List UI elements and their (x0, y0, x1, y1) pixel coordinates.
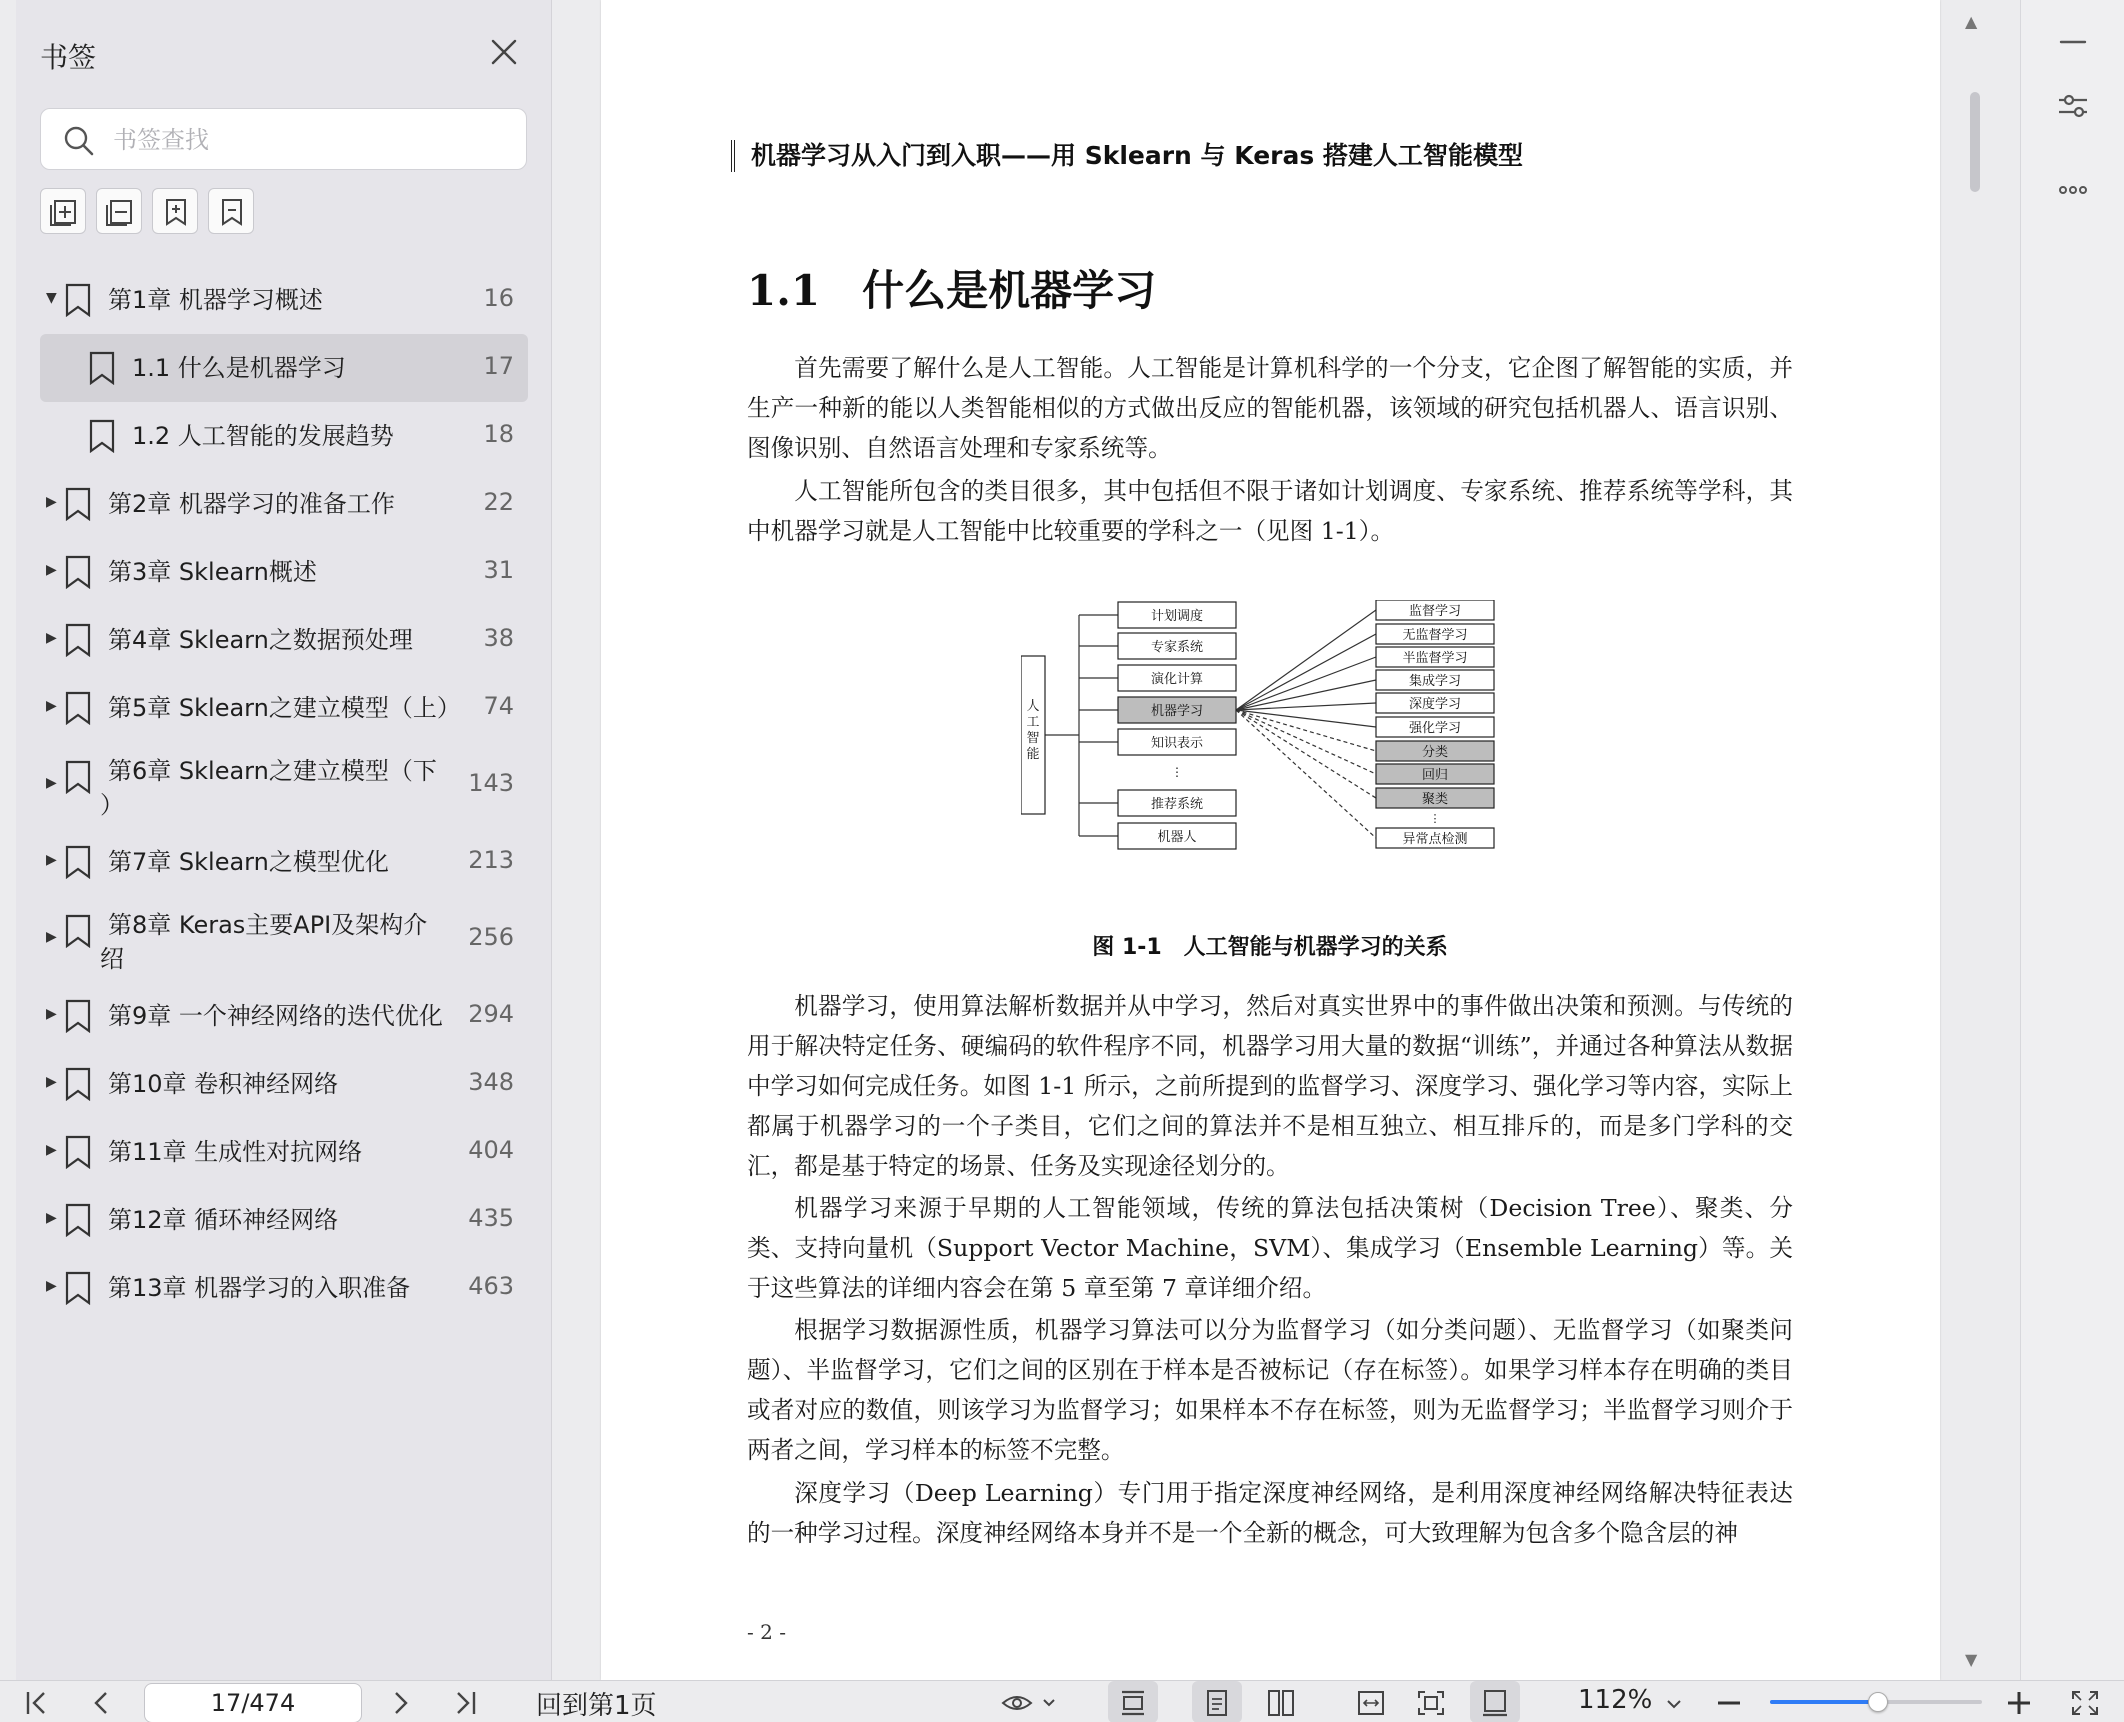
fit-width-icon (1356, 1689, 1386, 1717)
bottom-toolbar (0, 1680, 2124, 1722)
bookmark-label-line: ） (100, 791, 124, 819)
scroll-down-arrow-icon[interactable]: ▼ (1965, 1650, 1978, 1669)
single-page-button[interactable] (1192, 1681, 1242, 1722)
bookmark-label: 第12章 循环神经网络 (108, 1206, 339, 1234)
collapse-right-arrow-icon[interactable]: ▶ (46, 562, 57, 578)
section-title: 1.1 什么是机器学习 (747, 266, 1157, 315)
fit-width-button[interactable] (1346, 1681, 1396, 1722)
figure-ellipsis: ⋮ (1171, 765, 1183, 779)
zoom-slider[interactable] (1770, 1700, 1982, 1704)
figure-left-node-label: 演化计算 (1150, 672, 1204, 687)
figure-ellipsis: ⋮ (1429, 812, 1441, 825)
bookmark-page-number: 294 (468, 1000, 514, 1028)
bookmark-icon (64, 999, 92, 1033)
bookmark-label: 第3章 Sklearn概述 (108, 558, 317, 586)
collapse-right-arrow-icon[interactable]: ▶ (46, 698, 57, 714)
bookmark-label: 第7章 Sklearn之模型优化 (108, 848, 389, 876)
collapse-right-arrow-icon[interactable]: ▶ (46, 929, 57, 945)
zoom-slider-handle[interactable] (1868, 1692, 1888, 1712)
bookmark-label-line: 第8章 Keras主要API及架构介 (108, 911, 428, 939)
bookmark-label: 第13章 机器学习的入职准备 (108, 1274, 411, 1302)
figure-right-node-label: 回归 (1421, 768, 1449, 783)
actual-size-icon (1480, 1689, 1510, 1717)
bookmark-item[interactable] (40, 674, 528, 742)
last-page-button[interactable] (450, 1681, 486, 1722)
collapse-right-arrow-icon[interactable]: ▶ (46, 852, 57, 868)
close-icon[interactable] (486, 34, 522, 70)
bookmark-label: 1.2 人工智能的发展趋势 (132, 422, 394, 450)
scrollbar-thumb[interactable] (1970, 92, 1980, 192)
zoom-slider-fill (1770, 1700, 1878, 1704)
bookmark-page-number: 18 (483, 420, 514, 448)
figure-left-node-label: 知识表示 (1150, 736, 1204, 751)
fullscreen-button[interactable] (2070, 1681, 2106, 1722)
figure-right-node (1376, 624, 1494, 644)
bookmark-page-number: 38 (483, 624, 514, 652)
bookmark-page-number: 463 (468, 1272, 514, 1300)
bookmark-label: 第2章 机器学习的准备工作 (108, 490, 395, 518)
bookmark-icon (64, 1067, 92, 1101)
bookmark-page-number: 143 (468, 769, 514, 797)
figure-right-node (1376, 788, 1494, 808)
fullscreen-icon (2070, 1689, 2100, 1717)
bookmark-label: 1.1 什么是机器学习 (132, 354, 346, 382)
bookmark-sidebar (16, 0, 552, 1680)
bookmark-item[interactable] (40, 1050, 528, 1118)
plus-icon (2004, 1689, 2034, 1717)
bookmark-icon (64, 1135, 92, 1169)
figure-left-node (1118, 823, 1236, 849)
page-number-input[interactable] (144, 1683, 362, 1722)
bookmark-item[interactable] (40, 742, 528, 828)
bookmark-item[interactable] (40, 334, 528, 402)
figure-left-node-label: 推荐系统 (1150, 797, 1204, 812)
bookmark-item[interactable] (40, 606, 528, 674)
figure-right-node-label: 监督学习 (1408, 604, 1462, 619)
figure-left-node (1118, 790, 1236, 816)
bookmark-label (100, 908, 428, 976)
figure-caption: 图 1-1 人工智能与机器学习的关系 (1092, 935, 1448, 960)
next-page-button[interactable] (386, 1681, 422, 1722)
bookmark-item[interactable] (40, 982, 528, 1050)
bookmark-label: 第1章 机器学习概述 (108, 286, 323, 314)
more-dots-icon (2049, 166, 2097, 214)
bookmark-icon (64, 1271, 92, 1305)
bookmark-icon (64, 283, 92, 317)
chevron-right-icon (386, 1689, 416, 1717)
bookmark-icon (88, 419, 116, 453)
figure-right-node (1376, 717, 1494, 737)
paragraph: 机器学习，使用算法解析数据并从中学习，然后对真实世界中的事件做出决策和预测。与传统的用于解决特定任务、硬编码的软件程序不同，机器学习用大量的数据“训练”，并通过各种算法从数据中学习如何完成任务。如图 1-1 所示，之前所提到的监督学习、深度学习、强化学习等内容，实际上都属于机器学习的一个子类目，它们之间的算法并不是相互独立、相互排斥的，而是多门学科的交汇，都是基于特定的场景、任务及实现途径划分的。 (747, 992, 1793, 1180)
paragraph: 机器学习来源于早期的人工智能领域，传统的算法包括决策树（Decision Tree）、聚类、分类、支持向量机（Support Vector Machine，SVM）、集成学习（Ensemble Learning）等。关于这些算法的详细内容会在第 5 章至第 7 章详细介绍。 (747, 1194, 1793, 1302)
first-page-icon (22, 1689, 52, 1717)
sidebar-title: 书签 (40, 41, 97, 74)
bookmark-page-number: 435 (468, 1204, 514, 1232)
fit-page-icon (1416, 1689, 1446, 1717)
figure-right-node-label: 异常点检测 (1402, 832, 1468, 847)
remove-bookmark-button[interactable] (208, 188, 254, 234)
bookmark-label-line: 绍 (100, 945, 124, 973)
bookmark-page-number: 17 (483, 352, 514, 380)
collapse-right-arrow-icon[interactable]: ▶ (46, 1006, 57, 1022)
chevron-down-icon (1662, 1689, 1686, 1717)
bookmark-icon (64, 623, 92, 657)
bookmark-item[interactable] (40, 1186, 528, 1254)
figure-left-node (1118, 602, 1236, 628)
collapse-right-arrow-icon[interactable]: ▶ (46, 1142, 57, 1158)
two-page-icon (1266, 1689, 1296, 1717)
bookmark-icon (64, 845, 92, 879)
collapse-right-arrow-icon[interactable]: ▶ (46, 494, 57, 510)
bookmark-icon (64, 1203, 92, 1237)
paragraph: 人工智能所包含的类目很多，其中包括但不限于诸如计划调度、专家系统、推荐系统等学科，其中机器学习就是人工智能中比较重要的学科之一（见图 1-1）。 (747, 477, 1793, 545)
two-page-button[interactable] (1256, 1681, 1306, 1722)
bookmark-label (100, 754, 437, 822)
add-bookmark-button[interactable] (40, 188, 86, 234)
bookmark-label: 第5章 Sklearn之建立模型（上） (108, 694, 461, 722)
scroll-up-arrow-icon[interactable]: ▲ (1965, 12, 1978, 31)
bookmark-item[interactable] (40, 402, 528, 470)
minimize-panel-button[interactable] (2049, 18, 2097, 66)
chevron-left-icon (86, 1689, 116, 1717)
figure-left-node (1118, 697, 1236, 723)
actual-size-button[interactable] (1470, 1681, 1520, 1722)
bookmark-item[interactable] (40, 828, 528, 896)
figure-right-node (1376, 600, 1494, 620)
collapse-right-arrow-icon[interactable]: ▶ (46, 1278, 57, 1294)
document-viewport[interactable] (553, 0, 2020, 1680)
figure-left-node (1118, 633, 1236, 659)
zoom-in-button[interactable] (2004, 1681, 2040, 1722)
figure-right-node-label: 聚类 (1421, 792, 1449, 807)
figure-right-node-label: 分类 (1421, 745, 1449, 760)
ai-ml-relationship-figure (1021, 600, 1521, 870)
bookmark-label: 第4章 Sklearn之数据预处理 (108, 626, 413, 654)
figure-right-node (1376, 764, 1494, 784)
continuous-scroll-icon (1118, 1689, 1148, 1717)
figure-left-node (1118, 729, 1236, 755)
add-sub-bookmark-button[interactable] (96, 188, 142, 234)
go-to-first-page-link[interactable]: 回到第1页 (536, 1691, 657, 1721)
insert-bookmark-button[interactable] (152, 188, 198, 234)
view-mode-dropdown[interactable] (1000, 1681, 1062, 1722)
bookmark-outline-icon (217, 197, 247, 227)
previous-page-button[interactable] (86, 1681, 122, 1722)
figure-left-node-label: 专家系统 (1150, 640, 1204, 655)
eye-icon (1000, 1689, 1062, 1717)
figure-right-node (1376, 670, 1494, 690)
collapse-right-arrow-icon[interactable]: ▶ (46, 630, 57, 646)
bookmark-page-number: 16 (483, 284, 514, 312)
figure-right-node-label: 集成学习 (1408, 674, 1462, 689)
bookmark-search-box[interactable] (40, 108, 527, 170)
add-bookmark-icon (49, 197, 79, 227)
figure-root-label: 人工智能 (1026, 699, 1040, 762)
figure-right-node (1376, 647, 1494, 667)
figure-root-node (1021, 656, 1045, 814)
bookmark-icon (64, 914, 92, 948)
bookmark-label: 第11章 生成性对抗网络 (108, 1138, 363, 1166)
bookmark-item[interactable] (40, 896, 528, 982)
insert-bookmark-icon (161, 197, 191, 227)
zoom-level[interactable]: 112% (1578, 1685, 1653, 1715)
paragraph: 首先需要了解什么是人工智能。人工智能是计算机科学的一个分支，它企图了解智能的实质，并生产一种新的能以人类智能相似的方式做出反应的智能机器，该领域的研究包括机器人、语言识别、图像识别、自然语言处理和专家系统等。 (747, 354, 1793, 462)
bookmark-label-line: 第6章 Sklearn之建立模型（下 (108, 757, 437, 785)
bookmark-icon (64, 487, 92, 521)
figure-right-node (1376, 693, 1494, 713)
bookmark-item[interactable] (40, 538, 528, 606)
bookmark-page-number: 348 (468, 1068, 514, 1096)
bookmark-search-input[interactable] (113, 121, 513, 159)
figure-right-node-label: 强化学习 (1408, 721, 1462, 736)
bookmark-icon (64, 691, 92, 725)
bookmark-icon (64, 555, 92, 589)
bookmark-page-number: 213 (468, 846, 514, 874)
search-icon (63, 125, 95, 157)
collapse-right-arrow-icon[interactable]: ▶ (46, 1074, 57, 1090)
running-head: 机器学习从入门到入职——用 Sklearn 与 Keras 搭建人工智能模型 (731, 140, 1523, 172)
figure-left-node (1118, 665, 1236, 691)
zoom-out-button[interactable] (1714, 1681, 1750, 1722)
bookmark-item[interactable] (40, 266, 528, 334)
bookmark-item[interactable] (40, 470, 528, 538)
bookmark-page-number: 74 (483, 692, 514, 720)
paragraph: 深度学习（Deep Learning）专门用于指定深度神经网络，是利用深度神经网络解决特征表达的一种学习过程。深度神经网络本身并不是一个全新的概念，可大致理解为包含多个隐含层的神 (747, 1479, 1793, 1547)
document-scrollbar[interactable] (1953, 0, 1993, 1680)
figure-right-node-label: 无监督学习 (1402, 628, 1468, 643)
page-folio: - 2 - (747, 1620, 786, 1644)
figure-left-node-label: 机器学习 (1150, 704, 1204, 719)
collapse-right-arrow-icon[interactable]: ▶ (46, 775, 57, 791)
first-page-button[interactable] (22, 1681, 58, 1722)
minus-icon (1714, 1689, 1744, 1717)
zoom-dropdown[interactable] (1662, 1681, 1690, 1722)
adjust-settings-button[interactable] (2049, 82, 2097, 130)
bookmark-item[interactable] (40, 1254, 528, 1322)
more-options-button[interactable] (2049, 166, 2097, 214)
bookmark-label: 第10章 卷积神经网络 (108, 1070, 339, 1098)
figure-right-node (1376, 828, 1494, 848)
bookmark-page-number: 22 (483, 488, 514, 516)
bookmark-icon (88, 351, 116, 385)
expand-down-arrow-icon[interactable]: ▼ (46, 290, 57, 306)
fit-page-button[interactable] (1406, 1681, 1456, 1722)
single-page-icon (1202, 1689, 1232, 1717)
figure-right-node-label: 半监督学习 (1402, 651, 1468, 666)
continuous-scroll-button[interactable] (1108, 1681, 1158, 1722)
figure-right-node (1376, 741, 1494, 761)
figure-right-node-label: 深度学习 (1408, 697, 1462, 712)
last-page-icon (450, 1689, 480, 1717)
bookmark-label: 第9章 一个神经网络的迭代优化 (108, 1002, 443, 1030)
minus-icon (2049, 18, 2097, 66)
bookmark-page-number: 31 (483, 556, 514, 584)
bookmark-item[interactable] (40, 1118, 528, 1186)
bookmark-page-number: 404 (468, 1136, 514, 1164)
document-page (601, 0, 1940, 1680)
add-sub-bookmark-icon (105, 197, 135, 227)
sliders-icon (2049, 82, 2097, 130)
figure-left-node-label: 计划调度 (1150, 609, 1204, 624)
bookmark-icon (64, 760, 92, 794)
collapse-right-arrow-icon[interactable]: ▶ (46, 1210, 57, 1226)
right-tool-rail (2020, 0, 2124, 1680)
bookmark-page-number: 256 (468, 923, 514, 951)
figure-left-node-label: 机器人 (1157, 830, 1197, 845)
paragraph: 根据学习数据源性质，机器学习算法可以分为监督学习（如分类问题）、无监督学习（如聚类问题）、半监督学习，它们之间的区别在于样本是否被标记（存在标签）。如果学习样本存在明确的类目或者对应的数值，则该学习为监督学习；如果样本不存在标签，则为无监督学习；半监督学习则介于两者之间，学习样本的标签不完整。 (747, 1316, 1793, 1464)
